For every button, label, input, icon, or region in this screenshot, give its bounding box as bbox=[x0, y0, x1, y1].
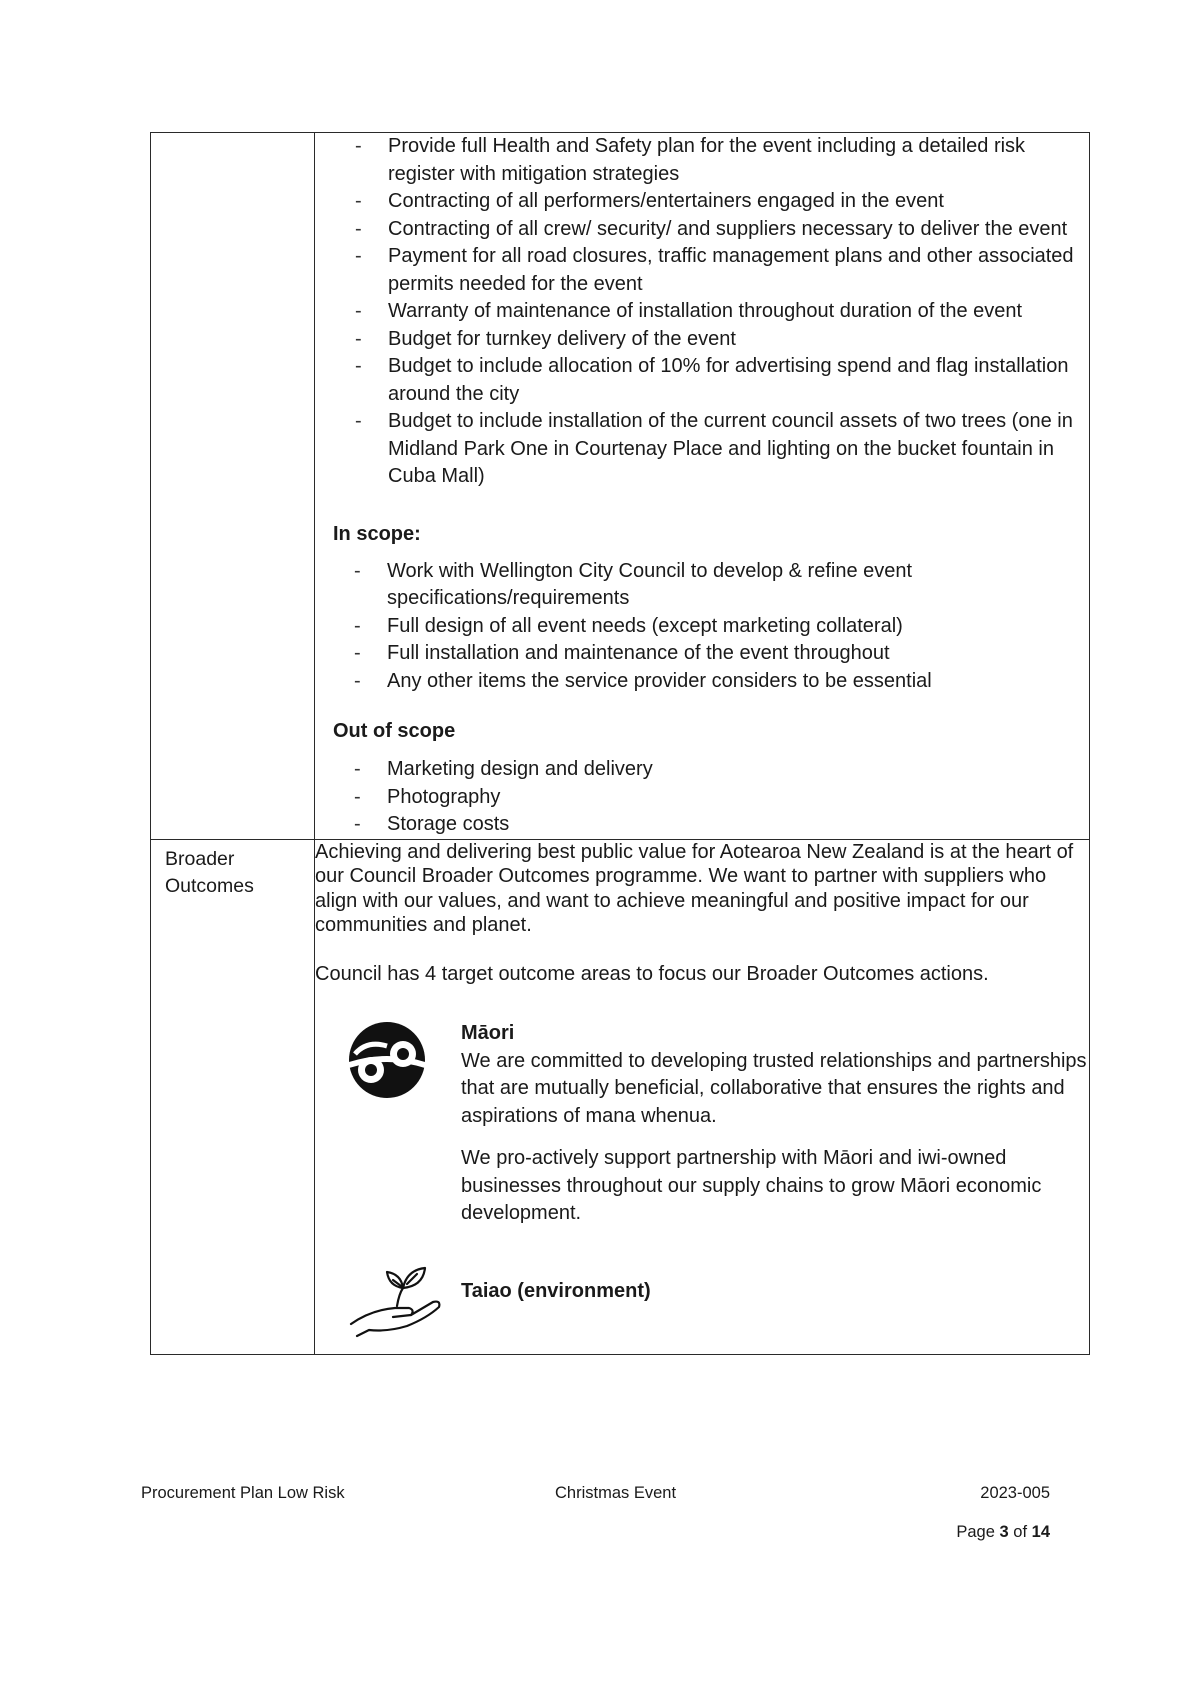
list-item: - Warranty of maintenance of installation throughout duration of the event bbox=[315, 298, 1089, 326]
broader-outcomes-intro: Achieving and delivering best public value for Aotearoa New Zealand is at the heart of our Council Broader Outcomes programme. We want to partner with suppliers who align with our values, and want to achieve meaningful and positive impact for our communities and planet. bbox=[315, 840, 1074, 936]
scope-content-cell bbox=[315, 133, 1090, 840]
list-item: - Provide full Health and Safety plan for the event including a detailed risk register with mitigation strategies bbox=[315, 133, 1089, 188]
scope-label-cell bbox=[151, 133, 315, 840]
list-item: - Photography bbox=[315, 784, 1089, 812]
list-item: - Full installation and maintenance of the event throughout bbox=[315, 640, 1089, 668]
list-item: - Contracting of all crew/ security/ and suppliers necessary to deliver the event bbox=[315, 216, 1089, 244]
seedling-hand-icon bbox=[347, 1262, 451, 1347]
taiao-title: Taiao (environment) bbox=[461, 1279, 651, 1302]
footer-doc-title: Procurement Plan Low Risk bbox=[141, 1484, 345, 1502]
scope-row bbox=[151, 133, 1090, 840]
list-item: - Budget to include installation of the current council assets of two trees (one in Midland Park One in Courtenay Place and lighting on the bucket fountain in Cuba Mall) bbox=[315, 408, 1089, 491]
list-item: - Budget to include allocation of 10% for advertising spend and flag installation around the city bbox=[315, 353, 1089, 408]
page-of: of bbox=[1013, 1523, 1028, 1541]
page-prefix: Page bbox=[956, 1523, 995, 1541]
list-item: - Payment for all road closures, traffic management plans and other associated permits needed for the event bbox=[315, 243, 1089, 298]
procurement-table bbox=[150, 132, 1090, 1355]
list-item: - Budget for turnkey delivery of the event bbox=[315, 326, 1089, 354]
page-number bbox=[956, 1523, 1050, 1542]
list-item: - Full design of all event needs (except marketing collateral) bbox=[315, 613, 1089, 641]
out-of-scope-heading: Out of scope bbox=[333, 720, 456, 742]
page-current: 3 bbox=[999, 1523, 1009, 1541]
list-item: - Storage costs bbox=[315, 811, 1089, 839]
maori-text-2: We pro-actively support partnership with Māori and iwi-owned businesses throughout our supply chains to grow Māori economic development. bbox=[461, 1147, 1042, 1224]
target-areas-text: Council has 4 target outcome areas to focus our Broader Outcomes actions. bbox=[315, 962, 989, 985]
koru-icon bbox=[347, 1020, 427, 1105]
maori-text-1: We are committed to developing trusted relationships and partnerships that are mutually beneficial, collaborative that ensures the rights and aspirations of mana whenua. bbox=[461, 1049, 1087, 1127]
list-item: - Any other items the service provider considers to be essential bbox=[315, 668, 1089, 696]
broader-outcomes-label-cell bbox=[151, 839, 315, 1354]
broader-outcomes-label: Broader Outcomes bbox=[165, 847, 254, 897]
list-item: - Work with Wellington City Council to develop & refine event specifications/requirements bbox=[315, 558, 1089, 613]
in-scope-heading: In scope: bbox=[333, 522, 421, 545]
broader-outcomes-row bbox=[151, 839, 1090, 1354]
deliverables-list bbox=[315, 133, 1089, 491]
out-of-scope-list bbox=[315, 756, 1089, 839]
list-item: - Marketing design and delivery bbox=[315, 756, 1089, 784]
footer-reference: 2023-005 bbox=[980, 1484, 1050, 1502]
taiao-outcome bbox=[315, 1262, 1089, 1354]
in-scope-list bbox=[315, 558, 1089, 696]
maori-outcome bbox=[315, 1020, 1089, 1228]
page-total: 14 bbox=[1031, 1523, 1050, 1541]
footer-event: Christmas Event bbox=[555, 1484, 677, 1502]
maori-title: Māori bbox=[461, 1022, 515, 1044]
broader-outcomes-content-cell bbox=[315, 839, 1090, 1354]
list-item: - Contracting of all performers/entertainers engaged in the event bbox=[315, 188, 1089, 216]
